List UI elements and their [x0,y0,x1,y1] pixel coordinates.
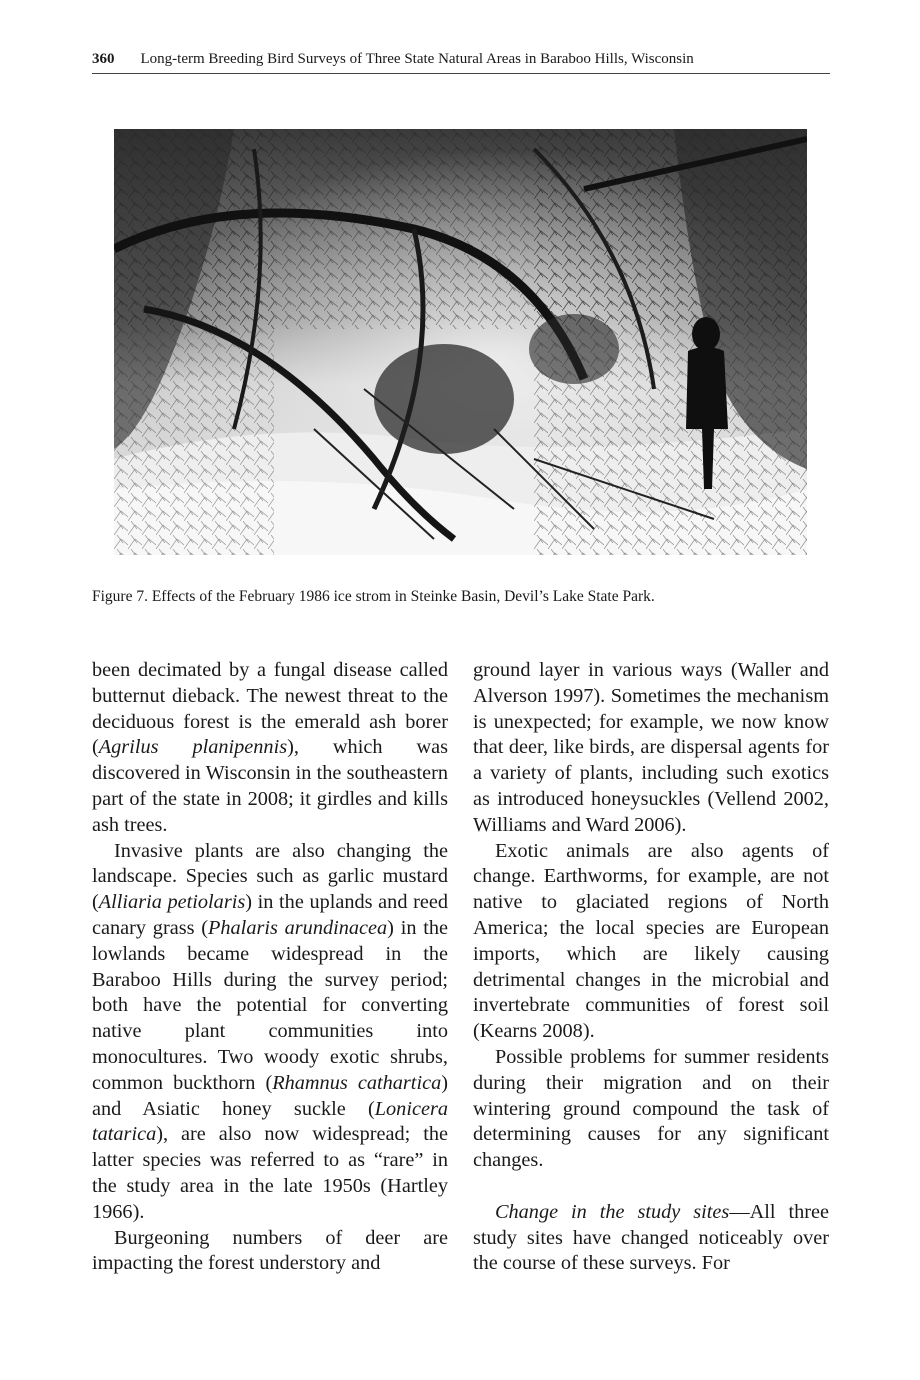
right-column [473,658,829,1277]
left-column [92,658,448,1277]
text-run: ) in the lowlands became widespread in the Baraboo Hills during the survey period; both have the potential for converting native plant communities into monocultures. Two woody exotic shrubs, common buckthorn ( [92,916,449,1094]
page-number: 360 [92,51,115,67]
text-run: ), are also now widespread; the latter species was referred to as “rare” in the study area in the late 1950s (Hartley 1966). [92,1123,448,1223]
section-run-in-heading: Change in the study sites [495,1200,730,1223]
species-name: Rhamnus cathartica [272,1071,442,1094]
text-run: ) in the uplands and reed canary grass ( [92,891,448,939]
paragraph [92,658,448,839]
figure-caption: Figure 7. Effects of the February 1986 ice strom in Steinke Basin, Devil’s Lake State Park. [92,588,655,605]
text-run: been decimated by a fungal disease called butternut dieback. The newest threat to the deciduous forest is the emerald ash borer ( [92,659,448,759]
running-title: Long-term Breeding Bird Surveys of Three State Natural Areas in Baraboo Hills, Wisconsin [140,51,694,67]
paragraph [92,839,448,1226]
paragraph: Exotic animals are also agents of change. Earthworms, for example, are not native to glaciated regions of North America; the local species are European imports, which are likely causing detrimental changes in the microbial and invertebrate communities of forest soil (Kearns 2008). [473,839,829,1043]
paragraph: ground layer in various ways (Waller and Alverson 1997). Sometimes the mechanism is unexpected; for example, we now know that deer, like birds, are dispersal agents for a variety of plants, including such exotics as introduced honeysuckles (Vellend 2002, Williams and Ward 2006). [473,659,829,836]
text-run: —All three study sites have changed noticeably over the course of these surveys. For [473,1200,829,1275]
text-run: ), which was discovered in Wisconsin in the southeastern part of the state in 2008; it girdles and kills ash trees. [92,736,448,836]
paragraph [473,1200,829,1277]
text-run: ) and Asiatic honey suckle ( [92,1071,448,1120]
paragraph: Possible problems for summer residents during their migration and on their wintering ground compound the task of determining causes for any significant changes. [473,1045,829,1172]
species-name: Agrilus planipennis [98,736,288,759]
species-name: Lonicera tatarica [92,1097,448,1146]
text-run: Invasive plants are also changing the landscape. Species such as garlic mustard ( [92,839,448,914]
running-header [92,48,830,74]
species-name: Alliaria petiolaris [98,891,246,914]
figure-photo-ice-storm [114,129,807,555]
paragraph: Burgeoning numbers of deer are impacting the forest understory and [92,1226,448,1275]
species-name: Phalaris arundinacea [208,916,388,939]
photo-illustration [114,129,807,555]
